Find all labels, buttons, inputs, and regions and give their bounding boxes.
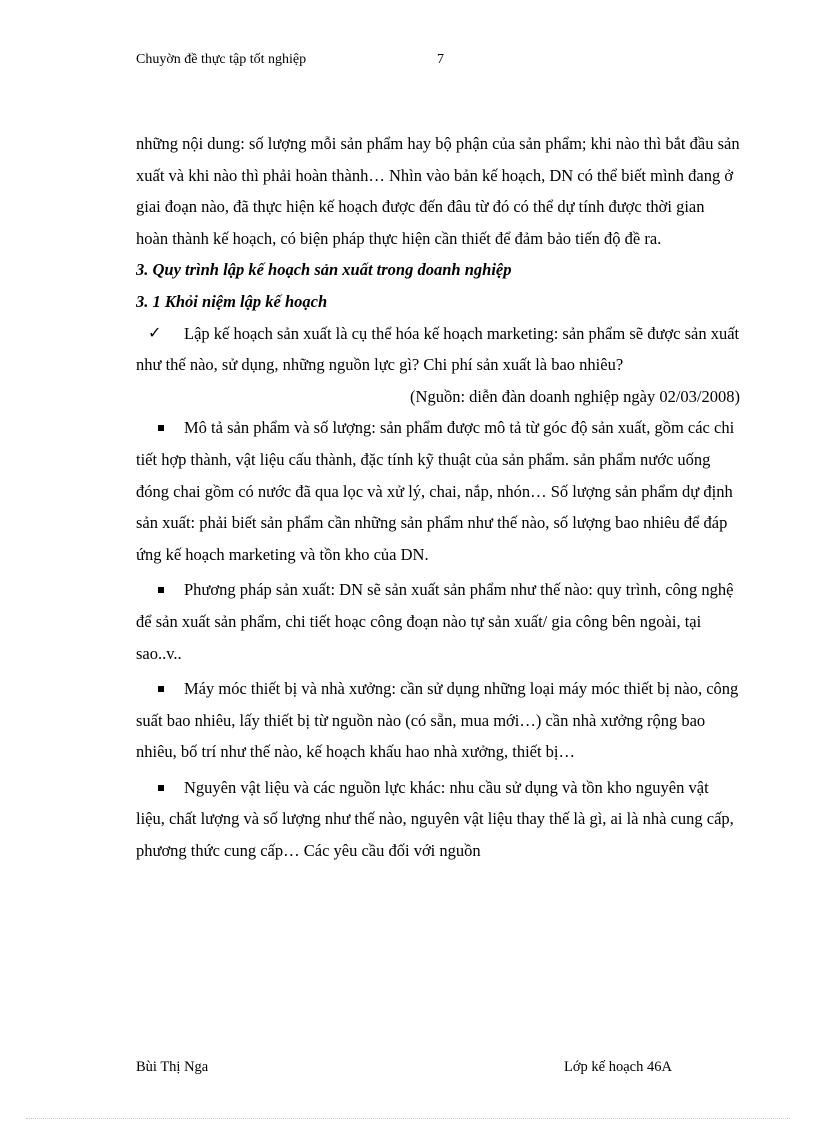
bullet-text: Máy móc thiết bị và nhà xưởng: cần sử dụng những loại máy móc thiết bị nào, công suất bao nhiêu, lấy thiết bị từ nguồn nào (có sẵn, mua mới…) cần nhà xưởng rộng bao nhiêu, bố trí như thế nào, kế hoạch khấu hao nhà xưởng, thiết bị…: [136, 679, 739, 762]
footer-class: Lớp kế hoạch 46A: [564, 1059, 672, 1075]
bullet-item-equipment: [136, 673, 740, 768]
source-citation: (Nguồn: diễn đàn doanh nghiệp ngày 02/03/2008): [410, 386, 740, 406]
page-number: 7: [437, 52, 444, 67]
page-header: [136, 50, 736, 70]
footer-author: Bùi Thị Nga: [136, 1059, 209, 1075]
check-list-item: [136, 318, 740, 381]
header-title: Chuyờn đề thực tập tốt nghiệp: [136, 52, 307, 67]
bullet-text: Mô tả sản phẩm và số lượng: sản phẩm được mô tả từ góc độ sản xuất, gồm các chi tiết hợp thành, vật liệu cấu thành, đặc tính kỹ thuật của sản phẩm. sản phẩm nước uống đóng chai gồm có nước đã qua lọc và xử lý, chai, nắp, nhón… Số lượng sản phẩm dự định sản xuất: phải biết sản phẩm cần những sản phẩm như thế nào, số lượng bao nhiêu để đáp ứng kế hoạch marketing và tồn kho của DN.: [136, 418, 735, 564]
bullet-item-materials: [136, 772, 740, 867]
square-bullet-icon: [158, 587, 164, 593]
page-footer: [136, 1056, 696, 1078]
square-bullet-icon: [158, 686, 164, 692]
section-heading: 3. Quy trình lập kế hoạch sản xuất trong doanh nghiệp: [136, 260, 512, 280]
page-break-divider: [26, 1118, 790, 1119]
page-content: [136, 128, 740, 867]
subsection-heading: 3. 1 Khỏi niệm lập kế hoạch: [136, 291, 328, 311]
check-item-text: Lập kế hoạch sản xuất là cụ thể hóa kế hoạch marketing: sản phẩm sẽ được sản xuất như thế nào, sử dụng, những nguồn lực gì? Chi phí sản xuất là bao nhiêu?: [136, 323, 740, 375]
bullet-text: Nguyên vật liệu và các nguồn lực khác: nhu cầu sử dụng và tồn kho nguyên vật liệu, chất lượng và số lượng như thế nào, nguyên vật liệu thay thế là gì, ai là nhà cung cấp, phương thức cung cấp… Các yêu cầu đối với nguồn: [136, 777, 734, 861]
square-bullet-icon: [158, 785, 164, 791]
square-bullet-icon: [158, 425, 164, 431]
intro-paragraph: những nội dung: số lượng mỗi sản phẩm hay bộ phận của sản phẩm; khi nào thì bắt đầu sản xuất và khi nào thì phải hoàn thành… Nhìn vào bản kế hoạch, DN có thể biết mình đang ở giai đoạn nào, đã thực hiện kế hoạch được đến đâu từ đó có thể dự tính được thời gian hoàn thành kế hoạch, có biện pháp thực hiện cần thiết để đảm bảo tiến độ đề ra.: [136, 134, 740, 248]
bullet-text: Phương pháp sản xuất: DN sẽ sản xuất sản phẩm như thế nào: quy trình, công nghệ để sản xuất sản phẩm, chi tiết hoạc công đoạn nào tự sản xuất/ gia công bên ngoài, tại sao..v..: [136, 580, 734, 663]
check-mark-icon: ✓: [148, 324, 162, 342]
bullet-item-method: [136, 574, 740, 669]
bullet-item-product: [136, 412, 740, 570]
